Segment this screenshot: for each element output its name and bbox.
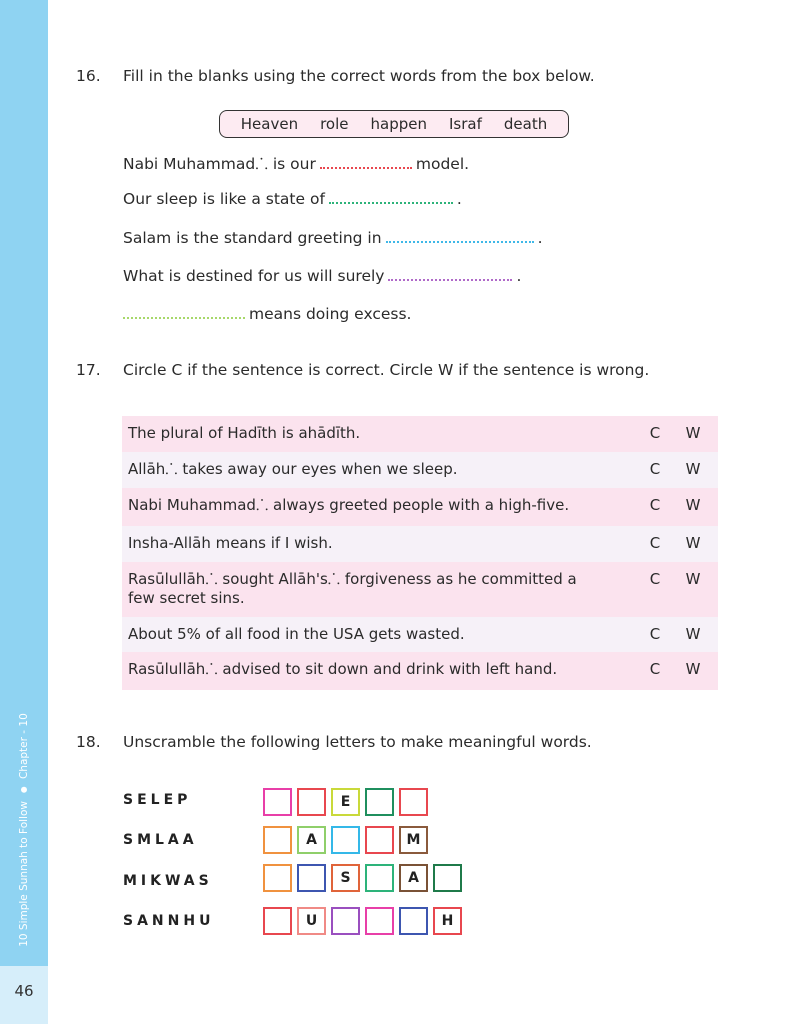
letter-box[interactable]: U [297, 907, 326, 935]
table-row [122, 452, 718, 488]
word-bank [219, 110, 569, 138]
letter-box[interactable]: H [433, 907, 462, 935]
sentence-text: . [537, 229, 543, 247]
statement-text: Rasūlullāh⸫ sought Allāh's⸫ forgiveness as he committed a few secret sins. [128, 570, 577, 607]
fill-sentence-4 [123, 267, 521, 285]
answer-blank[interactable] [329, 201, 453, 204]
fill-sentence-5 [123, 305, 411, 323]
word-bank-item: Heaven [240, 115, 299, 133]
option-wrong[interactable]: W [685, 496, 701, 514]
scrambled-word: SMLAA [123, 832, 198, 848]
word-bank-item: happen [370, 115, 427, 133]
bullet-dot-icon [21, 787, 27, 793]
sentence-text: Our sleep is like a state of [123, 190, 325, 208]
sentence-text: means doing excess. [249, 305, 412, 323]
sentence-text: model. [415, 155, 470, 173]
sentence-text: What is destined for us will surely [123, 267, 385, 285]
statement-text: About 5% of all food in the USA gets wasted. [128, 625, 465, 643]
word-bank-item: Israf [448, 115, 482, 133]
q16-number: 16. [76, 67, 101, 85]
sentence-text: Salam is the standard greeting in [123, 229, 382, 247]
letter-box[interactable]: A [399, 864, 428, 892]
fill-sentence-2 [123, 190, 462, 208]
letter-box[interactable] [399, 907, 428, 935]
option-correct[interactable]: C [649, 570, 661, 588]
letter-box[interactable] [433, 864, 462, 892]
option-correct[interactable]: C [649, 496, 661, 514]
letter-box[interactable] [365, 864, 394, 892]
word-bank-item: role [320, 115, 349, 133]
statement-text: Insha-Allāh means if I wish. [128, 534, 333, 552]
letter-box[interactable] [365, 788, 394, 816]
option-wrong[interactable]: W [685, 424, 701, 442]
q18-number: 18. [76, 733, 101, 751]
page-number: 46 [14, 982, 34, 1000]
option-wrong[interactable]: W [685, 460, 701, 478]
table-row [122, 562, 718, 617]
option-wrong[interactable]: W [685, 534, 701, 552]
letter-box-row [263, 907, 462, 935]
table-row [122, 488, 718, 526]
table-row [122, 617, 718, 652]
letter-box[interactable] [297, 864, 326, 892]
sentence-text: . [516, 267, 522, 285]
letter-box[interactable] [331, 826, 360, 854]
letter-box[interactable] [297, 788, 326, 816]
letter-box[interactable] [331, 907, 360, 935]
option-wrong[interactable]: W [685, 625, 701, 643]
q18-instruction: Unscramble the following letters to make meaningful words. [123, 733, 592, 751]
option-correct[interactable]: C [649, 660, 661, 678]
letter-box[interactable] [365, 826, 394, 854]
option-correct[interactable]: C [649, 460, 661, 478]
chapter-label: Chapter - 10 [18, 713, 30, 780]
q16-instruction: Fill in the blanks using the correct words from the box below. [123, 67, 595, 85]
answer-blank[interactable] [320, 166, 412, 169]
answer-blank[interactable] [123, 316, 245, 319]
sidebar-band [0, 0, 48, 966]
statement-text: Allāh⸫ takes away our eyes when we sleep. [128, 460, 458, 478]
statement-text: The plural of Hadīth is ahādīth. [128, 424, 361, 442]
scrambled-word: MIKWAS [123, 873, 213, 889]
letter-box[interactable]: S [331, 864, 360, 892]
letter-box-row [263, 826, 428, 854]
fill-sentence-1 [123, 152, 469, 174]
q17-number: 17. [76, 361, 101, 379]
table-row [122, 652, 718, 690]
letter-box[interactable] [263, 907, 292, 935]
option-wrong[interactable]: W [685, 570, 701, 588]
option-correct[interactable]: C [649, 424, 661, 442]
statement-text: Rasūlullāh⸫ advised to sit down and drink with left hand. [128, 660, 558, 678]
option-correct[interactable]: C [649, 534, 661, 552]
answer-blank[interactable] [388, 278, 512, 281]
statement-text: Nabi Muhammad⸫ always greeted people with a high-five. [128, 496, 570, 514]
fill-sentence-3 [123, 229, 543, 247]
q17-instruction: Circle C if the sentence is correct. Circle W if the sentence is wrong. [123, 361, 650, 379]
table-row [122, 416, 718, 452]
letter-box[interactable] [263, 826, 292, 854]
letter-box[interactable] [399, 788, 428, 816]
word-bank-item: death [503, 115, 548, 133]
letter-box[interactable]: E [331, 788, 360, 816]
letter-box[interactable] [263, 864, 292, 892]
letter-box[interactable] [263, 788, 292, 816]
answer-blank[interactable] [386, 240, 534, 243]
scrambled-word: SANNHU [123, 913, 215, 929]
option-correct[interactable]: C [649, 625, 661, 643]
sentence-text: . [456, 190, 462, 208]
letter-box-row [263, 864, 462, 892]
letter-box-row [263, 788, 428, 816]
book-title: 10 Simple Sunnah to Follow [18, 801, 30, 947]
letter-box[interactable]: A [297, 826, 326, 854]
scrambled-word: SELEP [123, 792, 192, 808]
side-running-title [18, 713, 30, 947]
option-wrong[interactable]: W [685, 660, 701, 678]
true-false-table [122, 416, 718, 690]
sentence-text: Nabi Muhammad⸫ is our [123, 155, 316, 173]
letter-box[interactable]: M [399, 826, 428, 854]
table-row [122, 526, 718, 562]
letter-box[interactable] [365, 907, 394, 935]
